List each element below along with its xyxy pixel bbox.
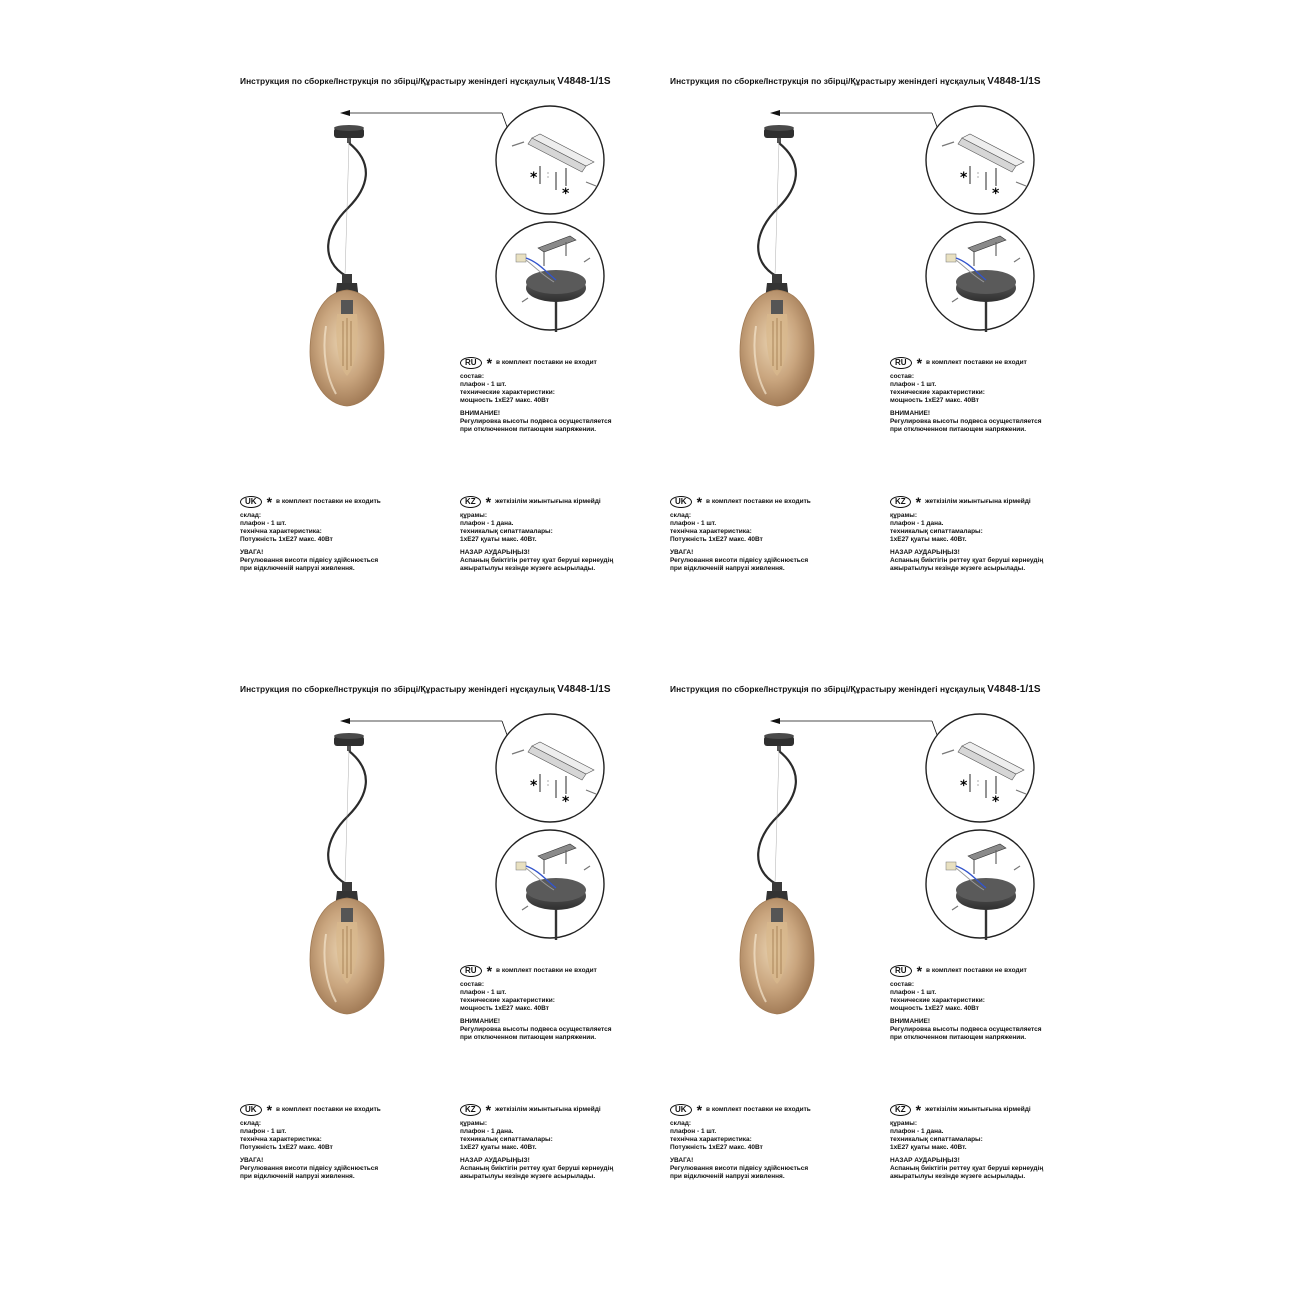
pendant-lamp-icon bbox=[310, 125, 384, 406]
ru-language-badge: RU bbox=[890, 965, 912, 977]
ru-info-block: RU * в комплект поставки не входит состав: плафон - 1 шт. технические характеристики: мощность 1хЕ27 макс. 40Вт ВНИМАНИЕ! Регулировка высоты подвеса осуществляется при отключенном питающем напряжении. bbox=[460, 963, 612, 1041]
uk-language-badge: UK bbox=[670, 496, 692, 508]
ru-info-block: RU * в комплект поставки не входит состав: плафон - 1 шт. технические характеристики: мощность 1хЕ27 макс. 40Вт ВНИМАНИЕ! Регулировка высоты подвеса осуществляется при отключенном питающем напряжении. bbox=[460, 355, 612, 433]
ru-info-block: RU * в комплект поставки не входит состав: плафон - 1 шт. технические характеристики: мощность 1хЕ27 макс. 40Вт ВНИМАНИЕ! Регулировка высоты подвеса осуществляется при отключенном питающем напряжении. bbox=[890, 355, 1042, 433]
ru-info-block: RU * в комплект поставки не входит состав: плафон - 1 шт. технические характеристики: мощность 1хЕ27 макс. 40Вт ВНИМАНИЕ! Регулировка высоты подвеса осуществляется при отключенном питающем напряжении. bbox=[890, 963, 1042, 1041]
sheet-title: Инструкция по сборке/Інструкція по збірці/Құрастыру женіндегі нұсқаулық V4848-1/1S bbox=[240, 684, 611, 695]
sheet-title: Инструкция по сборке/Інструкція по збірці/Құрастыру женіндегі нұсқаулық V4848-1/1S bbox=[240, 76, 611, 87]
pendant-lamp-icon bbox=[310, 733, 384, 1014]
kz-info-block: KZ * жеткізілім жиынтығына кірмейді құрамы: плафон - 1 дана. техникалық сипаттамалары: 1хЕ27 қуаты макс. 40Вт. НАЗАР АУДАРЫҢЫЗ! Аспаның биіктігін реттеу қуат беруші кернеудің ажыратылуы кезінде жүзеге асырылады. bbox=[890, 494, 1044, 572]
sheet-title: Инструкция по сборке/Інструкція по збірці/Құрастыру женіндегі нұсқаулық V4848-1/1S bbox=[670, 76, 1041, 87]
uk-info-block: UK * в комплект поставки не входить склад: плафон - 1 шт. технічна характеристика: Потужність 1хЕ27 макс. 40Вт УВАГА! Регулювання висоти підвісу здійснюється при відключеній напрузі живлення. bbox=[670, 494, 811, 572]
asterisk-icon: * bbox=[530, 778, 538, 794]
instruction-sheet bbox=[240, 76, 670, 616]
asterisk-icon: * bbox=[485, 1102, 492, 1118]
canopy-wiring-detail bbox=[926, 830, 1034, 940]
asterisk-icon: * bbox=[992, 794, 1000, 810]
pendant-lamp-icon bbox=[740, 125, 814, 406]
canopy-wiring-detail bbox=[496, 222, 604, 332]
asterisk-icon: * bbox=[266, 1102, 273, 1118]
asterisk-icon: * bbox=[960, 778, 968, 794]
instruction-sheet bbox=[670, 684, 1100, 1224]
uk-language-badge: UK bbox=[670, 1104, 692, 1116]
asterisk-icon: * bbox=[486, 963, 493, 979]
asterisk-icon: * bbox=[530, 170, 538, 186]
arrow-pointer bbox=[770, 110, 941, 138]
asterisk-icon: * bbox=[916, 355, 923, 371]
model-number: V4848-1/1S bbox=[557, 76, 611, 87]
kz-language-badge: KZ bbox=[460, 1104, 481, 1116]
ru-language-badge: RU bbox=[890, 357, 912, 369]
asterisk-icon: * bbox=[266, 494, 273, 510]
asterisk-icon: * bbox=[916, 963, 923, 979]
mounting-bar-detail bbox=[926, 714, 1034, 822]
arrow-pointer bbox=[340, 110, 511, 138]
model-number: V4848-1/1S bbox=[557, 684, 611, 695]
canopy-wiring-detail bbox=[926, 222, 1034, 332]
asterisk-icon: * bbox=[696, 1102, 703, 1118]
arrow-pointer bbox=[340, 718, 511, 746]
kz-language-badge: KZ bbox=[460, 496, 481, 508]
arrow-pointer bbox=[770, 718, 941, 746]
pendant-lamp-icon bbox=[740, 733, 814, 1014]
asterisk-icon: * bbox=[486, 355, 493, 371]
asterisk-icon: * bbox=[485, 494, 492, 510]
uk-language-badge: UK bbox=[240, 1104, 262, 1116]
mounting-bar-detail bbox=[926, 106, 1034, 214]
asterisk-icon: * bbox=[915, 494, 922, 510]
ru-language-badge: RU bbox=[460, 965, 482, 977]
kz-info-block: KZ * жеткізілім жиынтығына кірмейді құрамы: плафон - 1 дана. техникалық сипаттамалары: 1хЕ27 қуаты макс. 40Вт. НАЗАР АУДАРЫҢЫЗ! Аспаның биіктігін реттеу қуат беруші кернеудің ажыратылуы кезінде жүзеге асырылады. bbox=[460, 1102, 614, 1180]
ru-language-badge: RU bbox=[460, 357, 482, 369]
model-number: V4848-1/1S bbox=[987, 684, 1041, 695]
canopy-wiring-detail bbox=[496, 830, 604, 940]
sheet-title: Инструкция по сборке/Інструкція по збірці/Құрастыру женіндегі нұсқаулық V4848-1/1S bbox=[670, 684, 1041, 695]
mounting-bar-detail bbox=[496, 106, 604, 214]
kz-info-block: KZ * жеткізілім жиынтығына кірмейді құрамы: плафон - 1 дана. техникалық сипаттамалары: 1хЕ27 қуаты макс. 40Вт. НАЗАР АУДАРЫҢЫЗ! Аспаның биіктігін реттеу қуат беруші кернеудің ажыратылуы кезінде жүзеге асырылады. bbox=[460, 494, 614, 572]
instruction-sheet bbox=[670, 76, 1100, 616]
asterisk-icon: * bbox=[960, 170, 968, 186]
mounting-bar-detail bbox=[496, 714, 604, 822]
uk-info-block: UK * в комплект поставки не входить склад: плафон - 1 шт. технічна характеристика: Потужність 1хЕ27 макс. 40Вт УВАГА! Регулювання висоти підвісу здійснюється при відключеній напрузі живлення. bbox=[240, 1102, 381, 1180]
asterisk-icon: * bbox=[562, 186, 570, 202]
uk-info-block: UK * в комплект поставки не входить склад: плафон - 1 шт. технічна характеристика: Потужність 1хЕ27 макс. 40Вт УВАГА! Регулювання висоти підвісу здійснюється при відключеній напрузі живлення. bbox=[240, 494, 381, 572]
instruction-sheet bbox=[240, 684, 670, 1224]
asterisk-icon: * bbox=[562, 794, 570, 810]
uk-info-block: UK * в комплект поставки не входить склад: плафон - 1 шт. технічна характеристика: Потужність 1хЕ27 макс. 40Вт УВАГА! Регулювання висоти підвісу здійснюється при відключеній напрузі живлення. bbox=[670, 1102, 811, 1180]
asterisk-icon: * bbox=[696, 494, 703, 510]
kz-language-badge: KZ bbox=[890, 496, 911, 508]
model-number: V4848-1/1S bbox=[987, 76, 1041, 87]
asterisk-icon: * bbox=[992, 186, 1000, 202]
kz-info-block: KZ * жеткізілім жиынтығына кірмейді құрамы: плафон - 1 дана. техникалық сипаттамалары: 1хЕ27 қуаты макс. 40Вт. НАЗАР АУДАРЫҢЫЗ! Аспаның биіктігін реттеу қуат беруші кернеудің ажыратылуы кезінде жүзеге асырылады. bbox=[890, 1102, 1044, 1180]
asterisk-icon: * bbox=[915, 1102, 922, 1118]
kz-language-badge: KZ bbox=[890, 1104, 911, 1116]
uk-language-badge: UK bbox=[240, 496, 262, 508]
